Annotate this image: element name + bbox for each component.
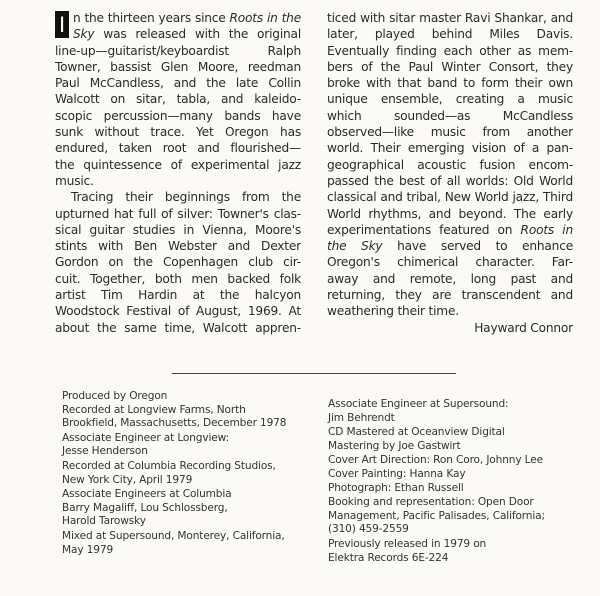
title-italic: the Sky <box>327 239 383 254</box>
essay-line <box>327 271 573 287</box>
text-segment: Oregon's chimerical character. Far- <box>327 255 573 270</box>
text-segment: Hayward Connor <box>474 320 573 335</box>
essay-line <box>55 254 301 270</box>
text-segment: World rhythms, and beyond. The early <box>327 206 573 221</box>
essay-line <box>55 140 301 156</box>
text-segment: Tracing their beginnings from the <box>71 190 301 205</box>
credit-line: Mixed at Supersound, Monterey, California, <box>62 529 285 542</box>
essay-line <box>327 91 573 107</box>
credit-line: Associate Engineer at Longview: <box>62 431 229 444</box>
credit-line: Booking and representation: Open Door <box>328 496 534 509</box>
title-italic: Roots in the <box>229 11 301 25</box>
essay-left-column <box>55 10 301 336</box>
text-segment: unique ensemble, creating a music <box>327 92 573 107</box>
essay-line <box>327 287 573 303</box>
essay-line <box>327 238 573 254</box>
text-segment: weathering their time. <box>327 304 459 319</box>
essay-line <box>55 124 301 140</box>
text-segment: bers of the Paul Winter Consort, they <box>327 59 573 74</box>
essay-line <box>55 157 301 173</box>
text-segment: about the same time, Walcott appren- <box>55 320 301 335</box>
credit-line: Elektra Records 6E-224 <box>328 551 449 564</box>
credit-line: Brookfield, Massachusetts, December 1978 <box>62 417 287 430</box>
essay-line <box>327 303 573 319</box>
essay-line <box>55 173 301 189</box>
credit-entry <box>328 454 578 495</box>
text-segment: sunk without trace. Yet Oregon has <box>55 125 301 140</box>
text-segment: Woodstock Festival of August, 1969. At <box>55 304 301 319</box>
title-italic: Roots in <box>520 222 573 237</box>
text-segment: sical guitar studies in Vienna, Moore's <box>55 222 301 237</box>
essay-line <box>327 320 573 336</box>
text-segment: returning, they are transcendent and <box>327 288 573 303</box>
credit-line: May 1979 <box>62 543 114 556</box>
essay-line <box>55 271 301 287</box>
text-segment: scopic percussion—many bands have <box>55 108 301 123</box>
credits-right-column <box>328 398 578 566</box>
credit-entry <box>328 426 578 453</box>
credit-line: Mastering by Joe Gastwirt <box>328 439 461 452</box>
text-segment: away and remote, long past and <box>327 271 573 286</box>
text-segment: cuit. Together, both men backed folk <box>55 271 301 286</box>
essay-line <box>55 206 301 222</box>
essay-right-column <box>327 10 573 336</box>
credit-line: Previously released in 1979 on <box>328 537 487 550</box>
credit-line: Jim Behrendt <box>328 411 395 424</box>
text-segment: was released with the original <box>94 27 301 42</box>
essay-line <box>327 254 573 270</box>
credit-line: Jesse Henderson <box>62 445 148 458</box>
credit-line: Recorded at Longview Farms, North <box>62 403 246 416</box>
text-segment: Paul McCandless, and the late Collin <box>55 76 301 91</box>
essay-line <box>327 43 573 59</box>
essay-line <box>327 157 573 173</box>
credit-line: Photograph: Ethan Russell <box>328 481 464 494</box>
title-italic: Sky <box>73 27 95 42</box>
credit-line: New York City, April 1979 <box>62 473 193 486</box>
credit-entry <box>62 488 312 529</box>
text-segment: classical and tribal, New World jazz, Third <box>327 190 573 205</box>
credit-line: (310) 459-2559 <box>328 523 409 536</box>
essay-line <box>327 75 573 91</box>
credit-entry <box>328 398 578 425</box>
essay-line <box>55 303 301 319</box>
essay-line <box>327 189 573 205</box>
text-segment: stints with Ben Webster and Dexter <box>55 239 301 254</box>
text-segment: later, played behind Miles Davis. <box>327 27 573 42</box>
text-segment: experimentations featured on <box>327 222 521 237</box>
text-segment: Eventually finding each other as mem- <box>327 43 573 58</box>
essay-line <box>55 75 301 91</box>
essay-line <box>327 173 573 189</box>
text-segment: ticed with sitar master Ravi Shankar, and <box>327 11 573 25</box>
text-segment: broke with that band to form their own <box>327 76 573 91</box>
credit-line: Recorded at Columbia Recording Studios, <box>62 459 276 472</box>
credit-entry <box>62 390 312 431</box>
credit-entry <box>328 538 578 565</box>
essay-line <box>55 222 301 238</box>
essay-line <box>327 108 573 124</box>
essay-line <box>55 189 301 205</box>
text-segment: the quintessence of experimental jazz <box>55 157 301 172</box>
essay-line <box>327 59 573 75</box>
credit-entry <box>62 432 312 459</box>
text-segment: Towner, bassist Glen Moore, reedman <box>55 59 301 74</box>
text-segment: n the thirteen years since <box>73 11 230 25</box>
text-segment: Walcott on sitar, tabla, and kaleido- <box>55 92 301 107</box>
credit-line: Barry Magaliff, Lou Schlossberg, <box>62 501 228 514</box>
text-segment: line-up—guitarist/keyboardist Ralph <box>55 43 301 58</box>
essay-line <box>55 287 301 303</box>
text-segment: artist Tim Hardin at the halcyon <box>55 288 301 303</box>
text-segment: geographical acoustic fusion encom- <box>327 157 573 172</box>
text-segment: observed—like music from another <box>327 125 573 140</box>
text-segment: Gordon on the Copenhagen club cir- <box>55 255 301 270</box>
text-segment: world. Their emerging vision of a pan- <box>327 141 573 156</box>
text-segment: endured, taken root and flourished— <box>55 141 301 156</box>
credit-entry <box>62 460 312 487</box>
essay-line <box>55 26 301 42</box>
essay-line <box>55 320 301 336</box>
essay-line <box>55 91 301 107</box>
essay-line <box>327 206 573 222</box>
essay-line <box>55 43 301 59</box>
text-segment: passed the best of all worlds: Old World <box>327 173 573 188</box>
essay-line <box>327 26 573 42</box>
divider <box>172 373 456 374</box>
credit-line: Associate Engineers at Columbia <box>62 488 232 501</box>
text-segment: which sounded—as McCandless <box>327 108 573 123</box>
credit-entry <box>62 530 312 557</box>
essay-line <box>55 10 301 26</box>
text-segment: upturned hat full of silver: Towner's clas- <box>55 206 301 221</box>
essay-line <box>55 238 301 254</box>
credit-line: Produced by Oregon <box>62 390 168 402</box>
credit-line: Harold Tarowsky <box>62 515 146 528</box>
credit-line: Management, Pacific Palisades, California; <box>328 509 545 522</box>
credit-entry <box>328 496 578 537</box>
text-segment: music. <box>55 173 94 188</box>
drop-cap: I <box>55 11 69 38</box>
credit-line: Cover Art Direction: Ron Coro, Johnny Lee <box>328 454 543 467</box>
essay-line <box>327 10 573 26</box>
credit-line: Cover Painting: Hanna Kay <box>328 467 466 480</box>
credits-left-column <box>62 390 312 558</box>
essay-line <box>55 59 301 75</box>
credit-line: CD Mastered at Oceanview Digital <box>328 426 505 439</box>
credit-line: Associate Engineer at Supersound: <box>328 398 509 410</box>
essay-line <box>327 124 573 140</box>
text-segment: have served to enhance <box>382 239 573 254</box>
essay-line <box>55 108 301 124</box>
essay-line <box>327 222 573 238</box>
essay-line <box>327 140 573 156</box>
